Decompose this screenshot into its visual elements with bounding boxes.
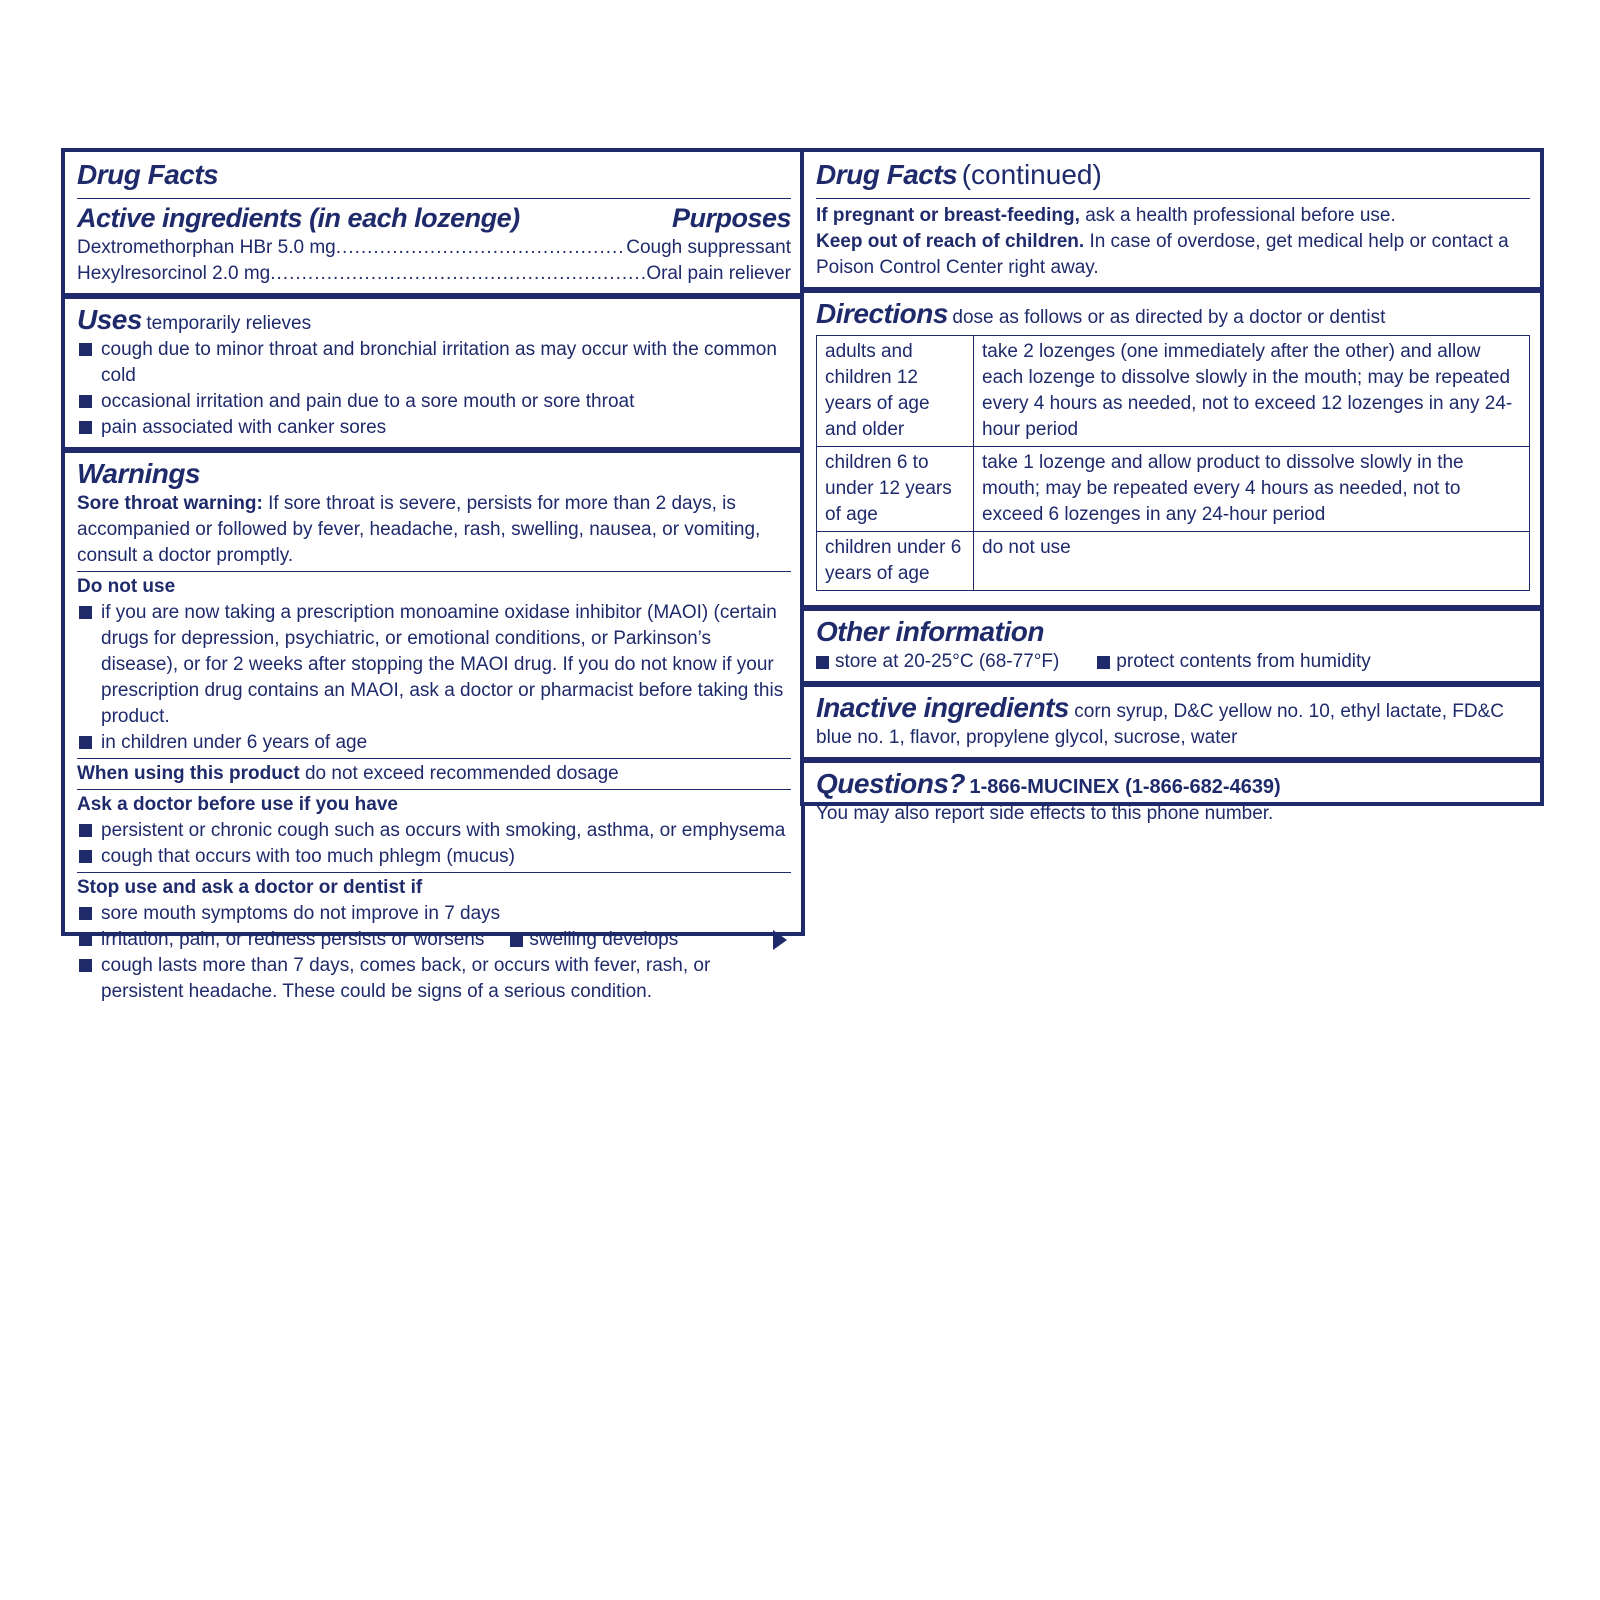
list-item: [77, 818, 791, 844]
list-item-inline: [510, 927, 678, 953]
questions-phone: 1-866-MUCINEX (1-866-682-4639): [969, 776, 1281, 798]
instruction-cell: take 2 lozenges (one immediately after the other) and allow each lozenge to dissolve slowly in the mouth; may be repeated every 4 hours as needed, not to exceed 12 lozenges in any 24-hour period: [974, 336, 1530, 447]
bullet-square-icon: [79, 933, 92, 946]
directions-intro: dose as follows or as directed by a doctor or dentist: [952, 307, 1386, 328]
table-row: [817, 447, 1530, 532]
when-using-text: do not exceed recommended dosage: [304, 763, 619, 784]
inactive-ingredients-text: corn syrup, D&C yellow no. 10, ethyl lactate, FD&C blue no. 1, flavor, propylene glycol, sucrose, water: [816, 701, 1505, 748]
list-item: [77, 415, 791, 441]
bullet-square-icon: [79, 907, 92, 920]
bullet-square-icon: [1097, 656, 1110, 669]
purposes-heading: Purposes: [671, 203, 791, 233]
stop-use-heading: Stop use and ask a doctor or dentist if: [77, 877, 423, 898]
bullet-square-icon: [79, 824, 92, 837]
list-item: [77, 927, 791, 953]
when-using-label: When using this product: [77, 763, 300, 784]
ingredient-purpose: Oral pain reliever: [646, 263, 791, 284]
active-ingredients-section: [65, 152, 801, 293]
list-item: [77, 844, 791, 870]
when-using-line: [77, 761, 791, 787]
drug-facts-title: Drug Facts: [77, 159, 219, 190]
list-item: [77, 600, 791, 730]
questions-heading: Questions?: [816, 768, 966, 799]
bullet-square-icon: [79, 959, 92, 972]
keep-out-text: In case of overdose, get medical help or contact a Poison Control Center right away.: [816, 231, 1509, 278]
list-item-text: store at 20-25°C (68-77°F): [835, 651, 1060, 672]
list-item: [77, 389, 791, 415]
bullet-square-icon: [79, 343, 92, 356]
bullet-square-icon: [79, 736, 92, 749]
list-item-text: occasional irritation and pain due to a sore mouth or sore throat: [101, 391, 635, 412]
directions-section: [804, 287, 1540, 605]
sore-throat-warning: [77, 491, 791, 569]
instruction-cell: do not use: [974, 532, 1530, 591]
directions-table: [816, 335, 1530, 591]
bullet-square-icon: [79, 850, 92, 863]
age-cell: adults and children 12 years of age and older: [817, 336, 974, 447]
bullet-square-icon: [79, 606, 92, 619]
divider: [77, 198, 791, 199]
ingredient-purpose: Cough suppressant: [626, 237, 791, 258]
continued-section: [804, 152, 1540, 287]
table-row: [817, 336, 1530, 447]
uses-intro: temporarily relieves: [146, 313, 312, 334]
list-item-text: cough that occurs with too much phlegm (mucus): [101, 846, 515, 867]
leader-dots: [270, 261, 646, 287]
list-item-text: pain associated with canker sores: [101, 417, 387, 438]
active-ingredients-header: [77, 201, 791, 235]
list-item-text: cough lasts more than 7 days, comes back, or occurs with fever, rash, or persistent headache. These could be signs of a serious condition.: [101, 955, 711, 1002]
list-item-text: persistent or chronic cough such as occurs with smoking, asthma, or emphysema: [101, 820, 786, 841]
bullet-square-icon: [79, 421, 92, 434]
inactive-ingredients-heading: Inactive ingredients: [816, 692, 1069, 723]
pregnant-line: [816, 203, 1530, 229]
list-item-text: in children under 6 years of age: [101, 732, 368, 753]
warnings-heading: Warnings: [77, 458, 201, 489]
list-item: [77, 901, 791, 927]
inactive-ingredients-section: [804, 681, 1540, 757]
divider: [77, 872, 791, 873]
ingredient-row: [77, 261, 791, 287]
ingredient-name: Dextromethorphan HBr 5.0 mg: [77, 237, 336, 258]
list-item-text: protect contents from humidity: [1116, 651, 1371, 672]
instruction-cell: take 1 lozenge and allow product to dissolve slowly in the mouth; may be repeated every 4 hours as needed, not to exceed 6 lozenges in any 24-hour period: [974, 447, 1530, 532]
do-not-use-heading: Do not use: [77, 576, 176, 597]
age-cell: children under 6 years of age: [817, 532, 974, 591]
list-item-text: cough due to minor throat and bronchial irritation as may occur with the common cold: [101, 339, 777, 386]
list-item-text: irritation, pain, or redness persists or worsens: [101, 929, 485, 950]
list-item-text: sore mouth symptoms do not improve in 7 days: [101, 903, 501, 924]
warnings-section: [65, 447, 801, 1002]
other-information-heading: Other information: [816, 616, 1044, 647]
leader-dots: [336, 235, 626, 261]
list-item-text: if you are now taking a prescription monoamine oxidase inhibitor (MAOI) (certain drugs for depression, psychiatric, or emotional conditions, or Parkinson’s disease), or for 2 weeks after stopping the MAOI drug. If you do not know if your prescription drug contains an MAOI, ask a doctor or pharmacist before taking this product.: [101, 602, 784, 727]
directions-heading: Directions: [816, 298, 948, 329]
list-item: [77, 730, 791, 756]
list-item: [77, 953, 791, 1005]
questions-note: You may also report side effects to this phone number.: [816, 803, 1274, 824]
questions-section: [804, 757, 1540, 833]
ask-doctor-heading: Ask a doctor before use if you have: [77, 794, 398, 815]
ingredient-name: Hexylresorcinol 2.0 mg: [77, 263, 271, 284]
uses-section: [65, 293, 801, 447]
list-item: [1097, 649, 1371, 675]
bullet-square-icon: [79, 395, 92, 408]
drug-facts-panel-left: [61, 148, 805, 1002]
divider: [77, 789, 791, 790]
bullet-square-icon: [510, 934, 523, 947]
divider: [77, 571, 791, 572]
continued-suffix: (continued): [961, 159, 1102, 190]
pregnant-label: If pregnant or breast-feeding,: [816, 205, 1080, 226]
uses-heading: Uses: [77, 304, 142, 335]
table-row: [817, 532, 1530, 591]
continue-arrow-icon: [773, 930, 787, 950]
ingredient-row: [77, 235, 791, 261]
drug-facts-continued-title: Drug Facts: [816, 159, 958, 190]
keep-out-label: Keep out of reach of children.: [816, 231, 1085, 252]
active-ingredients-heading: Active ingredients (in each lozenge): [77, 203, 520, 233]
other-information-items: [816, 649, 1530, 675]
bullet-square-icon: [816, 656, 829, 669]
drug-facts-panel-right: [800, 148, 1544, 824]
age-cell: children 6 to under 12 years of age: [817, 447, 974, 532]
keep-out-line: [816, 229, 1530, 281]
pregnant-text: ask a health professional before use.: [1085, 205, 1396, 226]
list-item: [77, 337, 791, 389]
sore-throat-label: Sore throat warning:: [77, 493, 263, 514]
divider: [816, 198, 1530, 199]
list-item-text: swelling develops: [529, 929, 679, 950]
divider: [77, 758, 791, 759]
other-information-section: [804, 605, 1540, 681]
sore-throat-text: If sore throat is severe, persists for more than 2 days, is accompanied or followed by fever, headache, rash, swelling, nausea, or vomiting, consult a doctor promptly.: [77, 493, 761, 566]
list-item: [816, 649, 1059, 675]
